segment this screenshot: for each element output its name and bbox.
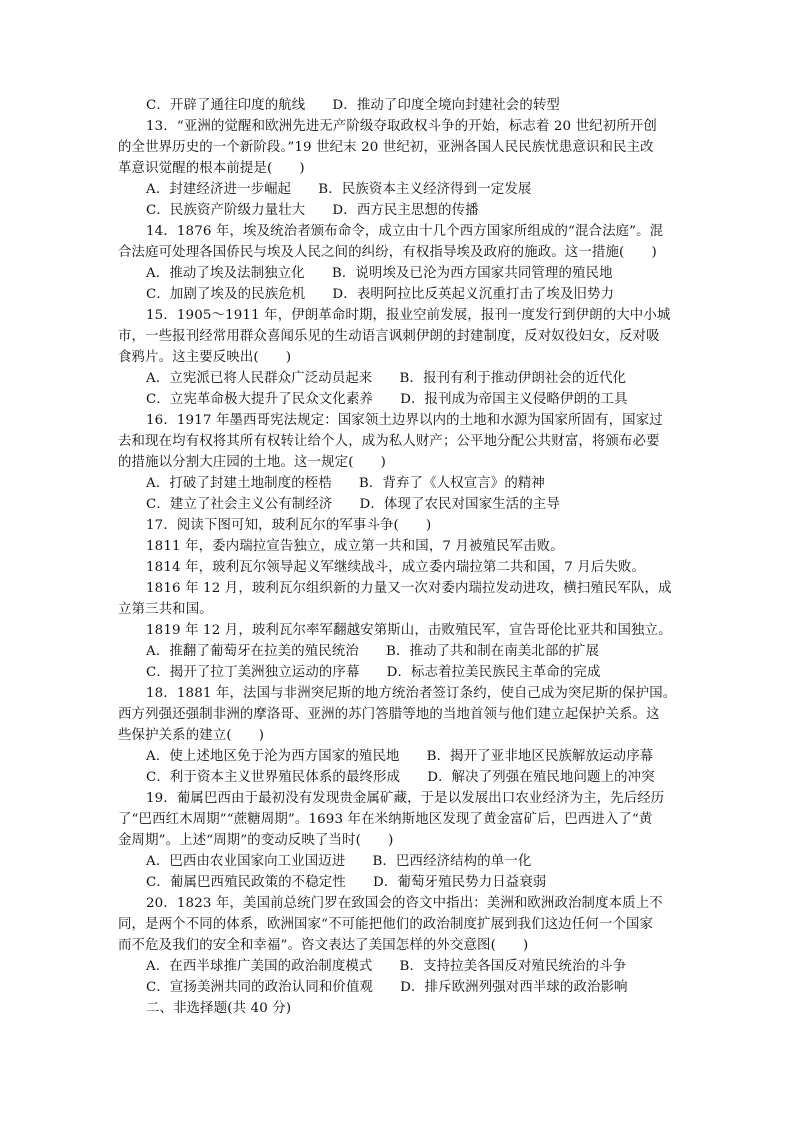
q20-stem-line3: 而不危及我们的安全和幸福”。咨文表达了美国怎样的外交意图( )	[118, 938, 529, 953]
q19-stem-line1: 19．葡属巴西由于最初没有发现贵金属矿藏，于是以发展出口农业经济为主，先后经历	[146, 791, 665, 806]
q17-material-1814: 1814 年，玻利瓦尔领导起义军继续战斗，成立委内瑞拉第二共和国，7 月后失败。	[146, 560, 645, 575]
q19-options-ab: A．巴西由农业国家向工业国迈进 B．巴西经济结构的单一化	[146, 854, 532, 869]
q18-options-ab: A．使上述地区免于沦为西方国家的殖民地 B．揭开了亚非地区民族解放运动序幕	[146, 749, 654, 764]
q13-stem-line3: 革意识觉醒的根本前提是( )	[118, 161, 305, 176]
q13-options-cd: C．民族资产阶级力量壮大 D．西方民主思想的传播	[146, 203, 479, 218]
q16-stem-line2: 去和现在均有权将其所有权转让给个人，成为私人财产；公平地分配公共财富，将颁布必要	[118, 434, 660, 449]
q17-material-1816-line2: 立第三共和国。	[118, 602, 213, 617]
q14-stem-line2: 合法庭可处理各国侨民与埃及人民之间的纠纷，有权指导埃及政府的施政。这一措施( )	[118, 245, 657, 260]
q20-stem-line1: 20．1823 年，美国前总统门罗在致国会的咨文中指出：美洲和欧洲政治制度本质上不	[146, 896, 663, 911]
q19-options-cd: C．葡属巴西殖民政策的不稳定性 D．葡萄牙殖民势力日益衰弱	[146, 875, 547, 890]
q14-options-cd: C．加剧了埃及的民族危机 D．表明阿拉比反英起义沉重打击了埃及旧势力	[146, 287, 615, 302]
q15-options-ab: A．立宪派已将人民群众广泛动员起来 B．报刊有利于推动伊朗社会的近代化	[146, 371, 627, 386]
q17-options-ab: A．推翻了葡萄牙在拉美的殖民统治 B．推动了共和制在南美北部的扩展	[146, 644, 600, 659]
q18-options-cd: C．利于资本主义世界殖民体系的最终形成 D．解决了列强在殖民地问题上的冲突	[146, 770, 655, 785]
q20-options-ab: A．在西半球推广美国的政治制度模式 B．支持拉美各国反对殖民统治的斗争	[146, 959, 627, 974]
q12-options-cd: C．开辟了通往印度的航线 D．推动了印度全境向封建社会的转型	[146, 98, 560, 113]
section-two-heading: 二、非选择题(共 40 分)	[146, 1001, 292, 1016]
q19-stem-line3: 金周期”。上述“周期”的变动反映了当时( )	[118, 833, 394, 848]
q19-stem-line2: 了“巴西红木周期”“蔗糖周期”。1693 年在米纳斯地区发现了黄金富矿后，巴西进入了“黄	[118, 812, 653, 827]
q13-stem-line2: 的全世界历史的一个新阶段。”19 世纪末 20 世纪初，亚洲各国人民民族忧患意识和民主改	[118, 140, 654, 155]
q15-stem-line3: 食鸦片。这主要反映出( )	[118, 350, 292, 365]
q18-stem-line3: 些保护关系的建立( )	[118, 728, 265, 743]
q16-stem-line1: 16．1917 年墨西哥宪法规定：国家领土边界以内的土地和水源为国家所固有，国家过	[146, 413, 663, 428]
q16-options-cd: C．建立了社会主义公有制经济 D．体现了农民对国家生活的主导	[146, 497, 560, 512]
q16-options-ab: A．打破了封建土地制度的桎梏 B．背弃了《人权宣言》的精神	[146, 476, 545, 491]
q20-stem-line2: 同，是两个不同的体系，欧洲国家“不可能把他们的政治制度扩展到我们这边任何一个国家	[118, 917, 654, 932]
q17-options-cd: C．揭开了拉丁美洲独立运动的序幕 D．标志着拉美民族民主革命的完成	[146, 665, 601, 680]
q14-options-ab: A．推动了埃及法制独立化 B．说明埃及已沦为西方国家共同管理的殖民地	[146, 266, 613, 281]
q13-stem-line1: 13．“亚洲的觉醒和欧洲先进无产阶级夺取政权斗争的开始，标志着 20 世纪初所开创	[146, 119, 657, 134]
q17-material-1811: 1811 年，委内瑞拉宣告独立，成立第一共和国，7 月被殖民军击败。	[146, 539, 564, 554]
q18-stem-line1: 18．1881 年，法国与非洲突尼斯的地方统治者签订条约，使自己成为突尼斯的保护国。	[146, 686, 677, 701]
q20-options-cd: C．宣扬美洲共同的政治认同和价值观 D．排斥欧洲列强对西半球的政治影响	[146, 980, 628, 995]
q17-material-1816-line1: 1816 年 12 月，玻利瓦尔组织新的力量又一次对委内瑞拉发动进攻，横扫殖民军队，成	[146, 581, 672, 596]
q15-options-cd: C．立宪革命极大提升了民众文化素养 D．报刊成为帝国主义侵略伊朗的工具	[146, 392, 628, 407]
q17-material-1819: 1819 年 12 月，玻利瓦尔率军翻越安第斯山，击败殖民军，宣告哥伦比亚共和国独立。	[146, 623, 672, 638]
q15-stem-line2: 市，一些报刊经常用群众喜闻乐见的生动语言讽刺伊朗的封建制度，反对奴役妇女，反对吸	[118, 329, 660, 344]
q17-stem: 17．阅读下图可知，玻利瓦尔的军事斗争( )	[146, 518, 432, 533]
q16-stem-line3: 的措施以分割大庄园的土地。这一规定( )	[118, 455, 387, 470]
q14-stem-line1: 14．1876 年，埃及统治者颁布命令，成立由十几个西方国家所组成的“混合法庭”。混	[146, 224, 664, 239]
q13-options-ab: A．封建经济进一步崛起 B．民族资本主义经济得到一定发展	[146, 182, 532, 197]
q15-stem-line1: 15．1905～1911 年，伊朗革命时期，报业空前发展，报刊一度发行到伊朗的大中小城	[146, 308, 671, 323]
q18-stem-line2: 西方列强还强制非洲的摩洛哥、亚洲的苏门答腊等地的当地首领与他们建立起保护关系。这	[118, 707, 660, 722]
